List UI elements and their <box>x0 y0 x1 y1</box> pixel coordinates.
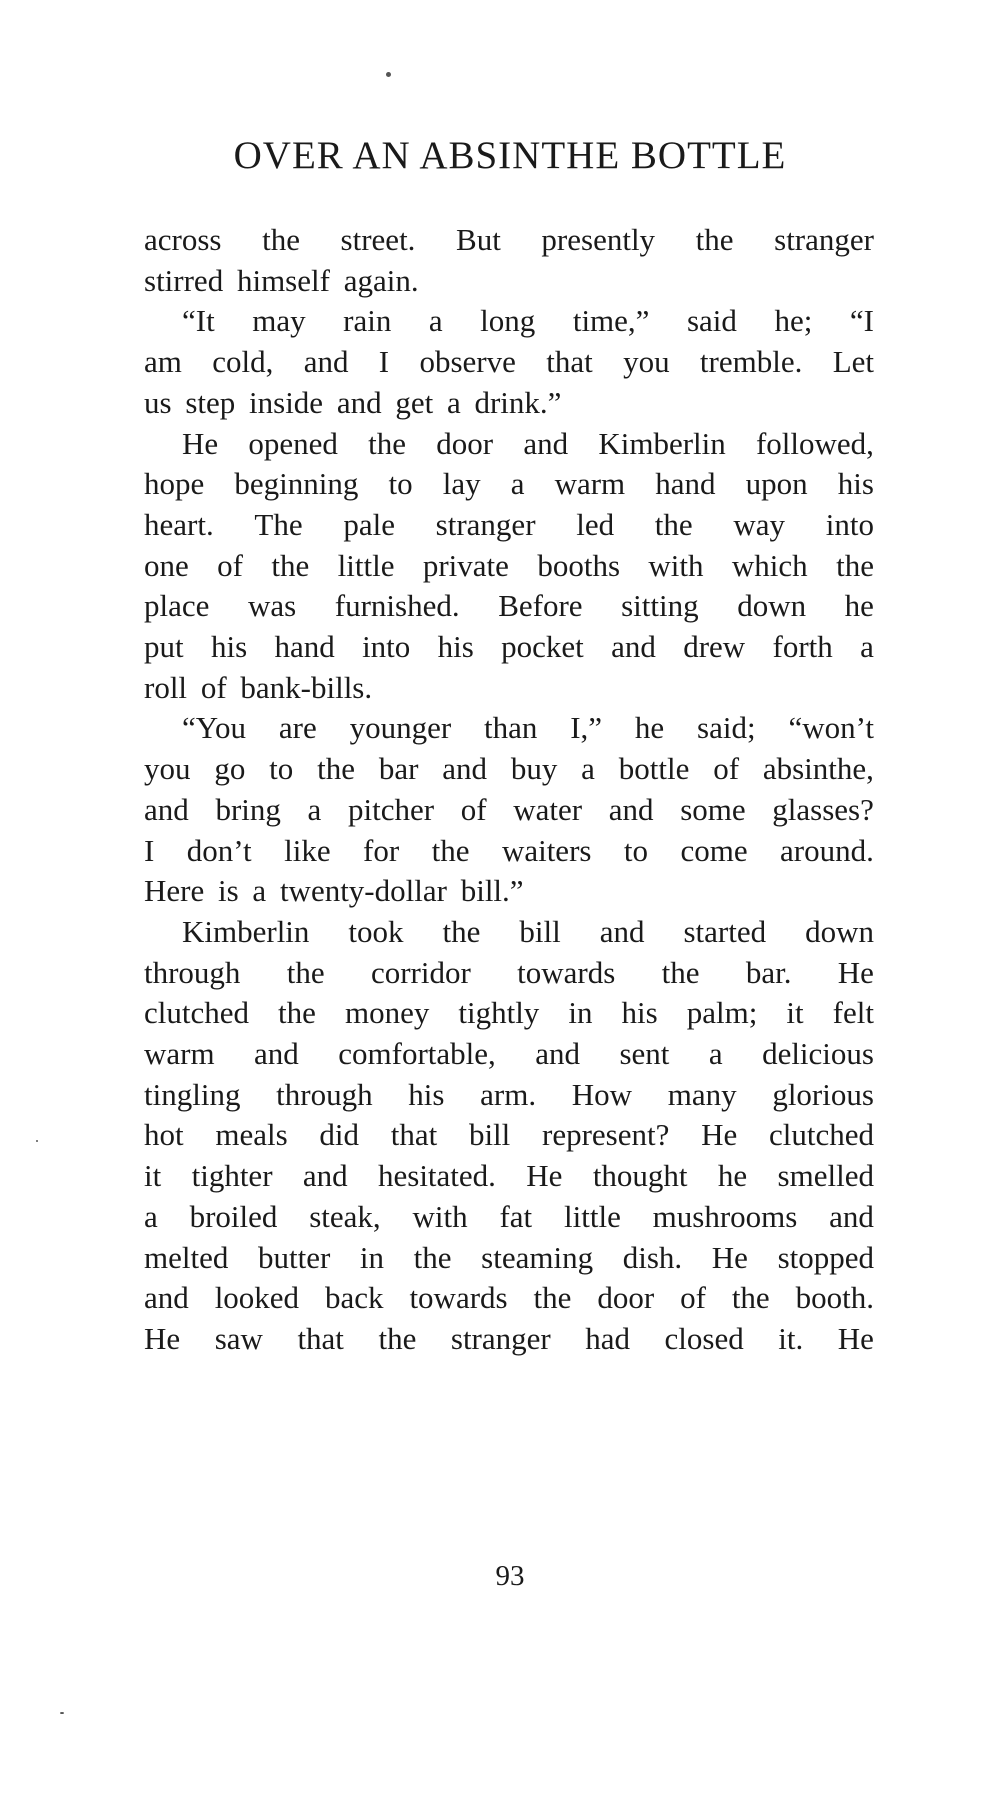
word: the <box>271 547 310 583</box>
word: Kimberlin <box>182 913 310 949</box>
word: He <box>711 1239 748 1275</box>
print-speck <box>386 72 391 77</box>
word: roll <box>144 669 188 705</box>
word: the <box>442 913 481 949</box>
word: his <box>621 995 658 1031</box>
word: furnished. <box>334 588 460 624</box>
word: said <box>686 303 737 339</box>
word: looked <box>214 1280 300 1316</box>
word: bottle <box>618 751 690 787</box>
word: towards <box>517 954 616 990</box>
word: bar. <box>745 954 792 990</box>
word: place <box>144 588 210 624</box>
word: us <box>144 384 172 420</box>
word: pale <box>343 506 395 542</box>
word: the <box>317 751 355 787</box>
word: presently <box>541 222 656 257</box>
word: some <box>680 791 746 827</box>
word: opened <box>248 425 338 461</box>
word: But <box>456 222 501 257</box>
word: sent <box>619 1036 670 1071</box>
word: which <box>731 547 808 583</box>
word: corridor <box>370 954 471 990</box>
word: and <box>611 629 656 664</box>
word: buy <box>510 751 558 787</box>
word: cold, <box>212 344 274 380</box>
word: stirred <box>144 262 224 298</box>
word: are <box>278 710 317 746</box>
word: thought <box>592 1158 688 1194</box>
print-speck <box>60 1712 64 1714</box>
word: smelled <box>777 1158 874 1194</box>
word: twenty-dollar <box>279 873 447 909</box>
word: and <box>303 344 349 380</box>
word: the <box>731 1280 770 1316</box>
word: bank-bills. <box>240 669 373 705</box>
word: He <box>701 1117 738 1153</box>
word: felt <box>832 995 874 1031</box>
word: that <box>297 1320 344 1356</box>
word: bring <box>215 791 281 827</box>
text-line <box>144 668 874 708</box>
word: to <box>269 751 294 787</box>
word: rain <box>343 303 392 339</box>
word: time,” <box>572 303 650 339</box>
word: closed <box>664 1320 744 1356</box>
word: of <box>200 669 227 705</box>
word: bill <box>519 913 561 949</box>
text-line <box>144 1075 874 1115</box>
text-line <box>144 831 874 871</box>
word: his <box>408 1076 445 1112</box>
word: He <box>182 425 219 461</box>
word: street. <box>340 222 416 257</box>
word: Kimberlin <box>598 425 726 461</box>
text-line <box>144 1156 874 1196</box>
word: money <box>344 995 430 1031</box>
word: towards <box>409 1280 508 1316</box>
text-line <box>144 993 874 1033</box>
word: heart. <box>144 506 214 542</box>
word: and <box>254 1036 299 1071</box>
word: forth <box>772 629 833 664</box>
text-line <box>144 749 874 789</box>
word: had <box>585 1320 631 1356</box>
word: to <box>623 832 649 868</box>
word: He <box>837 1320 874 1356</box>
word: door <box>436 425 494 461</box>
word: Let <box>832 344 874 380</box>
word: little <box>337 547 395 583</box>
word: and <box>829 1198 874 1234</box>
word: may <box>252 303 306 339</box>
word: the <box>413 1239 452 1275</box>
word: I <box>144 832 155 868</box>
word: the <box>695 222 734 257</box>
word: a <box>252 873 267 909</box>
word: pocket <box>501 629 584 664</box>
word: drink.” <box>474 384 562 420</box>
word: door <box>597 1280 655 1316</box>
text-line <box>144 953 874 993</box>
word: bill.” <box>460 873 524 909</box>
word: broiled <box>189 1198 278 1234</box>
text-line <box>144 261 874 301</box>
word: drew <box>683 629 746 664</box>
word: is <box>217 873 239 909</box>
word: He <box>144 1320 181 1356</box>
text-line <box>144 383 874 423</box>
text-line <box>144 1278 874 1318</box>
word: put <box>144 629 184 664</box>
word: palm; <box>686 995 758 1031</box>
word: one <box>144 547 189 583</box>
word: a <box>144 1198 158 1234</box>
word: He <box>837 954 874 990</box>
word: I,” <box>570 710 603 746</box>
word: beginning <box>234 466 359 502</box>
word: I <box>378 344 390 380</box>
word: a <box>708 1036 723 1071</box>
text-line <box>144 464 874 504</box>
word: through <box>144 954 241 990</box>
word: around. <box>780 832 874 868</box>
word: warm <box>144 1036 215 1071</box>
word: followed, <box>755 425 874 461</box>
word: and <box>535 1036 580 1071</box>
word: comfortable, <box>338 1036 496 1071</box>
word: steak, <box>309 1198 381 1234</box>
text-line <box>144 790 874 830</box>
word: am <box>144 344 182 380</box>
word: How <box>571 1076 633 1112</box>
word: the <box>431 832 470 868</box>
text-line <box>144 1197 874 1237</box>
word: in <box>359 1239 385 1275</box>
text-line <box>144 1034 874 1074</box>
word: into <box>825 506 874 542</box>
word: many <box>667 1076 737 1112</box>
word: the <box>262 222 300 257</box>
word: step <box>185 384 236 420</box>
word: sitting <box>621 588 699 624</box>
word: bar <box>378 751 419 787</box>
text-line <box>144 871 874 911</box>
text-line <box>144 627 874 667</box>
text-line <box>144 1319 874 1359</box>
word: fat <box>499 1198 533 1234</box>
text-line <box>182 912 874 952</box>
word: pitcher <box>347 791 435 827</box>
word: the <box>661 954 700 990</box>
word: that <box>546 344 593 380</box>
word: and <box>144 791 189 827</box>
word: for <box>363 832 400 868</box>
word: arm. <box>480 1076 537 1112</box>
word: a <box>581 751 595 787</box>
word: go <box>214 751 246 787</box>
word: Here <box>144 873 205 909</box>
word: himself <box>236 262 330 298</box>
word: “won’t <box>788 710 874 746</box>
word: water <box>513 791 583 827</box>
word: of <box>460 791 487 827</box>
text-line <box>182 424 874 464</box>
word: don’t <box>186 832 252 868</box>
word: down <box>737 588 807 624</box>
word: and <box>442 751 487 787</box>
word: with <box>412 1198 468 1234</box>
word: clutched <box>144 995 250 1031</box>
text-line <box>182 708 874 748</box>
word: with <box>648 547 704 583</box>
word: inside <box>249 384 324 420</box>
word: hand <box>655 466 716 502</box>
word: dish. <box>622 1239 683 1275</box>
word: of <box>217 547 243 583</box>
word: the <box>278 995 316 1031</box>
word: private <box>422 547 509 583</box>
word: led <box>576 506 615 542</box>
word: younger <box>349 710 452 746</box>
word: waiters <box>501 832 592 868</box>
text-line <box>144 546 874 586</box>
word: and <box>336 384 382 420</box>
word: of <box>713 751 740 787</box>
text-line <box>144 505 874 545</box>
word: he; <box>774 303 813 339</box>
word: get <box>395 384 434 420</box>
word: that <box>390 1117 438 1153</box>
word: like <box>284 832 331 868</box>
word: stranger <box>450 1320 551 1356</box>
word: he <box>634 710 665 746</box>
word: tingling <box>144 1076 241 1112</box>
word: glorious <box>772 1076 874 1112</box>
running-header: OVER AN ABSINTHE BOTTLE <box>233 134 787 177</box>
word: tremble. <box>699 344 803 380</box>
word: did <box>319 1117 359 1153</box>
word: warm <box>554 466 626 502</box>
text-line <box>144 342 874 382</box>
word: a <box>860 629 874 664</box>
word: said; <box>697 710 756 746</box>
word: tighter <box>191 1158 273 1194</box>
word: observe <box>419 344 516 380</box>
word: and <box>523 425 569 461</box>
word: it <box>144 1158 162 1194</box>
word: represent? <box>542 1117 670 1153</box>
word: melted <box>144 1239 229 1275</box>
word: his <box>210 629 248 664</box>
word: way <box>733 506 786 542</box>
word: the <box>836 547 874 583</box>
text-line <box>182 301 874 341</box>
word: “I <box>849 303 874 339</box>
text-line <box>144 1115 874 1155</box>
text-line <box>144 1238 874 1278</box>
word: steaming <box>481 1239 594 1275</box>
word: long <box>480 303 536 339</box>
word: than <box>484 710 538 746</box>
text-line <box>144 586 874 626</box>
word: saw <box>214 1320 263 1356</box>
word: into <box>362 629 411 664</box>
word: of <box>680 1280 706 1316</box>
word: you <box>623 344 670 380</box>
word: down <box>805 913 874 949</box>
word: in <box>568 995 593 1031</box>
word: bill <box>468 1117 511 1153</box>
word: stranger <box>435 506 536 542</box>
word: the <box>368 425 407 461</box>
word: mushrooms <box>652 1198 798 1234</box>
word: booths <box>537 547 621 583</box>
word: “It <box>182 303 215 339</box>
word: was <box>247 588 297 624</box>
word: a <box>446 384 461 420</box>
word: and <box>599 913 645 949</box>
word: a <box>307 791 322 827</box>
word: stranger <box>774 222 874 257</box>
word: He <box>526 1158 563 1194</box>
word: tightly <box>458 995 540 1031</box>
word: his <box>837 466 874 502</box>
word: he <box>717 1158 748 1194</box>
word: hot <box>144 1117 184 1153</box>
word: clutched <box>768 1117 874 1153</box>
word: his <box>437 629 474 664</box>
word: and <box>302 1158 348 1194</box>
word: you <box>144 751 191 787</box>
word: and <box>608 791 654 827</box>
word: a <box>510 466 525 502</box>
word: it <box>786 995 804 1031</box>
word: he <box>844 588 874 624</box>
print-speck <box>36 1140 38 1142</box>
word: Before <box>498 588 583 624</box>
word: back <box>324 1280 384 1316</box>
word: started <box>683 913 767 949</box>
word: glasses? <box>772 791 874 827</box>
word: and <box>144 1280 189 1316</box>
word: took <box>348 913 404 949</box>
word: hope <box>144 466 205 502</box>
word: through <box>276 1076 373 1112</box>
text-line <box>144 220 874 260</box>
word: meals <box>215 1117 288 1153</box>
page-number: 93 <box>495 1560 525 1592</box>
word: “You <box>182 710 247 746</box>
word: a <box>428 303 443 339</box>
word: come <box>680 832 748 868</box>
word: upon <box>745 466 808 502</box>
word: butter <box>257 1239 331 1275</box>
word: stopped <box>777 1239 874 1275</box>
word: the <box>654 506 693 542</box>
word: the <box>286 954 325 990</box>
word: lay <box>442 466 481 502</box>
word: delicious <box>762 1036 874 1071</box>
word: it. <box>778 1320 804 1356</box>
word: The <box>254 506 303 542</box>
word: across <box>144 222 222 257</box>
word: the <box>533 1280 572 1316</box>
word: hesitated. <box>378 1158 496 1194</box>
word: absinthe, <box>762 751 874 787</box>
word: to <box>388 466 413 502</box>
word: booth. <box>795 1280 874 1316</box>
word: the <box>378 1320 417 1356</box>
word: little <box>564 1198 621 1234</box>
word: hand <box>274 629 335 664</box>
word: again. <box>343 262 419 298</box>
